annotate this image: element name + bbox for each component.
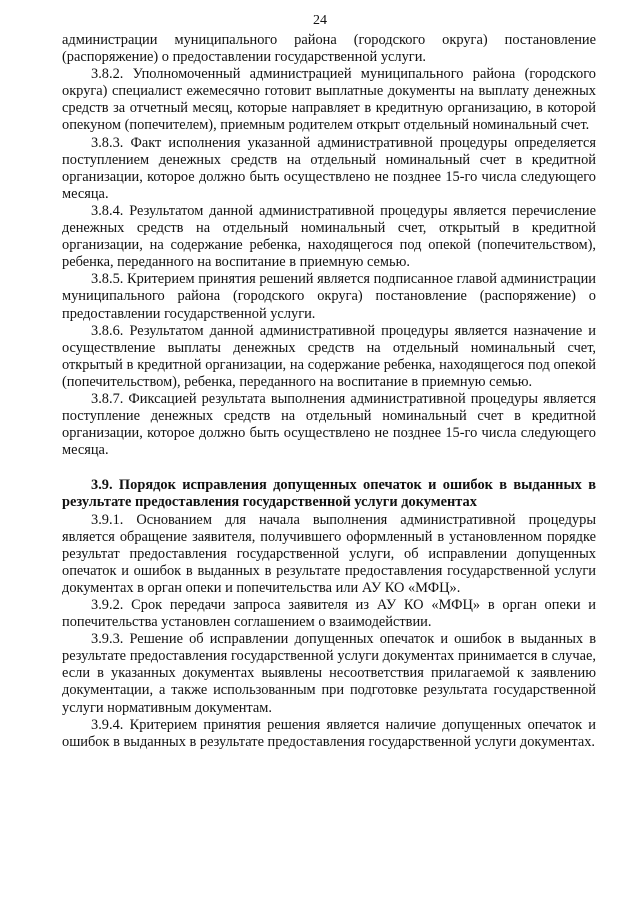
paragraph-3-8-4: 3.8.4. Результатом данной административной процедуры является перечисление денежных средств на отдельный номинальный счет, открытый в кредитной организации, на содержание ребенка, находящегося под опекой (попечительством), ребенка, переданного на воспитание в приемную семью.: [62, 202, 596, 271]
page-body: [62, 32, 596, 751]
paragraph-3-9-1: 3.9.1. Основанием для начала выполнения административной процедуры является обращение заявителя, получившего оформленный в установленном порядке результат предоставления государственной услуги, об исправлении допущенных опечаток и ошибок в выданных в результате предоставления государственной услуги документах в орган опеки и попечительства или АУ КО «МФЦ».: [62, 511, 596, 596]
paragraph-3-8-6: 3.8.6. Результатом данной административной процедуры является назначение и осуществление выплаты денежных средств на отдельный номинальный счет, открытый в кредитной организации, на содержание ребенка, находящегося под опекой (попечительством), ребенка, переданного на воспитание в приемную семью.: [62, 322, 596, 390]
paragraph-3-9-3: 3.9.3. Решение об исправлении допущенных опечаток и ошибок в выданных в результате предоставления государственной услуги документах принимается в случае, если в указанных документах выявлены несоответствия прилагаемой к заявлению документации, а также использованным при подготовке результата государственной услуги нормативным документам.: [62, 631, 596, 716]
paragraph-3-9-4: 3.9.4. Критерием принятия решения является наличие допущенных опечаток и ошибок в выданных в результате предоставления государственной услуги документах.: [62, 716, 596, 750]
paragraph-continuation: администрации муниципального района (городского округа) постановление (распоряжение) о предоставлении государственной услуги.: [62, 32, 596, 66]
paragraph-3-8-7: 3.8.7. Фиксацией результата выполнения административной процедуры является поступление денежных средств на отдельный номинальный счет в кредитной организации, которое должно быть осуществлено не позднее 15-го числа следующего месяца.: [62, 390, 596, 459]
paragraph-3-8-5: 3.8.5. Критерием принятия решений является подписанное главой администрации муниципального района (городского округа) постановление (распоряжение) о предоставлении государственной услуги.: [62, 271, 596, 322]
paragraph-3-8-3: 3.8.3. Факт исполнения указанной административной процедуры определяется поступлением денежных средств на отдельный номинальный счет в кредитной организации, которое должно быть осуществлено не позднее 15-го числа следующего месяца.: [62, 134, 596, 202]
section-heading-3-9: 3.9. Порядок исправления допущенных опечаток и ошибок в выданных в результате предоставления государственной услуги документах: [62, 477, 596, 511]
page-number: 24: [313, 13, 327, 28]
paragraph-3-9-2: 3.9.2. Срок передачи запроса заявителя из АУ КО «МФЦ» в орган опеки и попечительства установлен соглашением о взаимодействии.: [62, 597, 596, 631]
paragraph-3-8-2: 3.8.2. Уполномоченный администрацией муниципального района (городского округа) специалист ежемесячно готовит выплатные документы на выплату денежных средств за отчетный месяц, которые направляет в кредитную организацию, в которой опекуном (попечителем), приемным родителем открыт отдельный номинальный счет.: [62, 66, 596, 134]
